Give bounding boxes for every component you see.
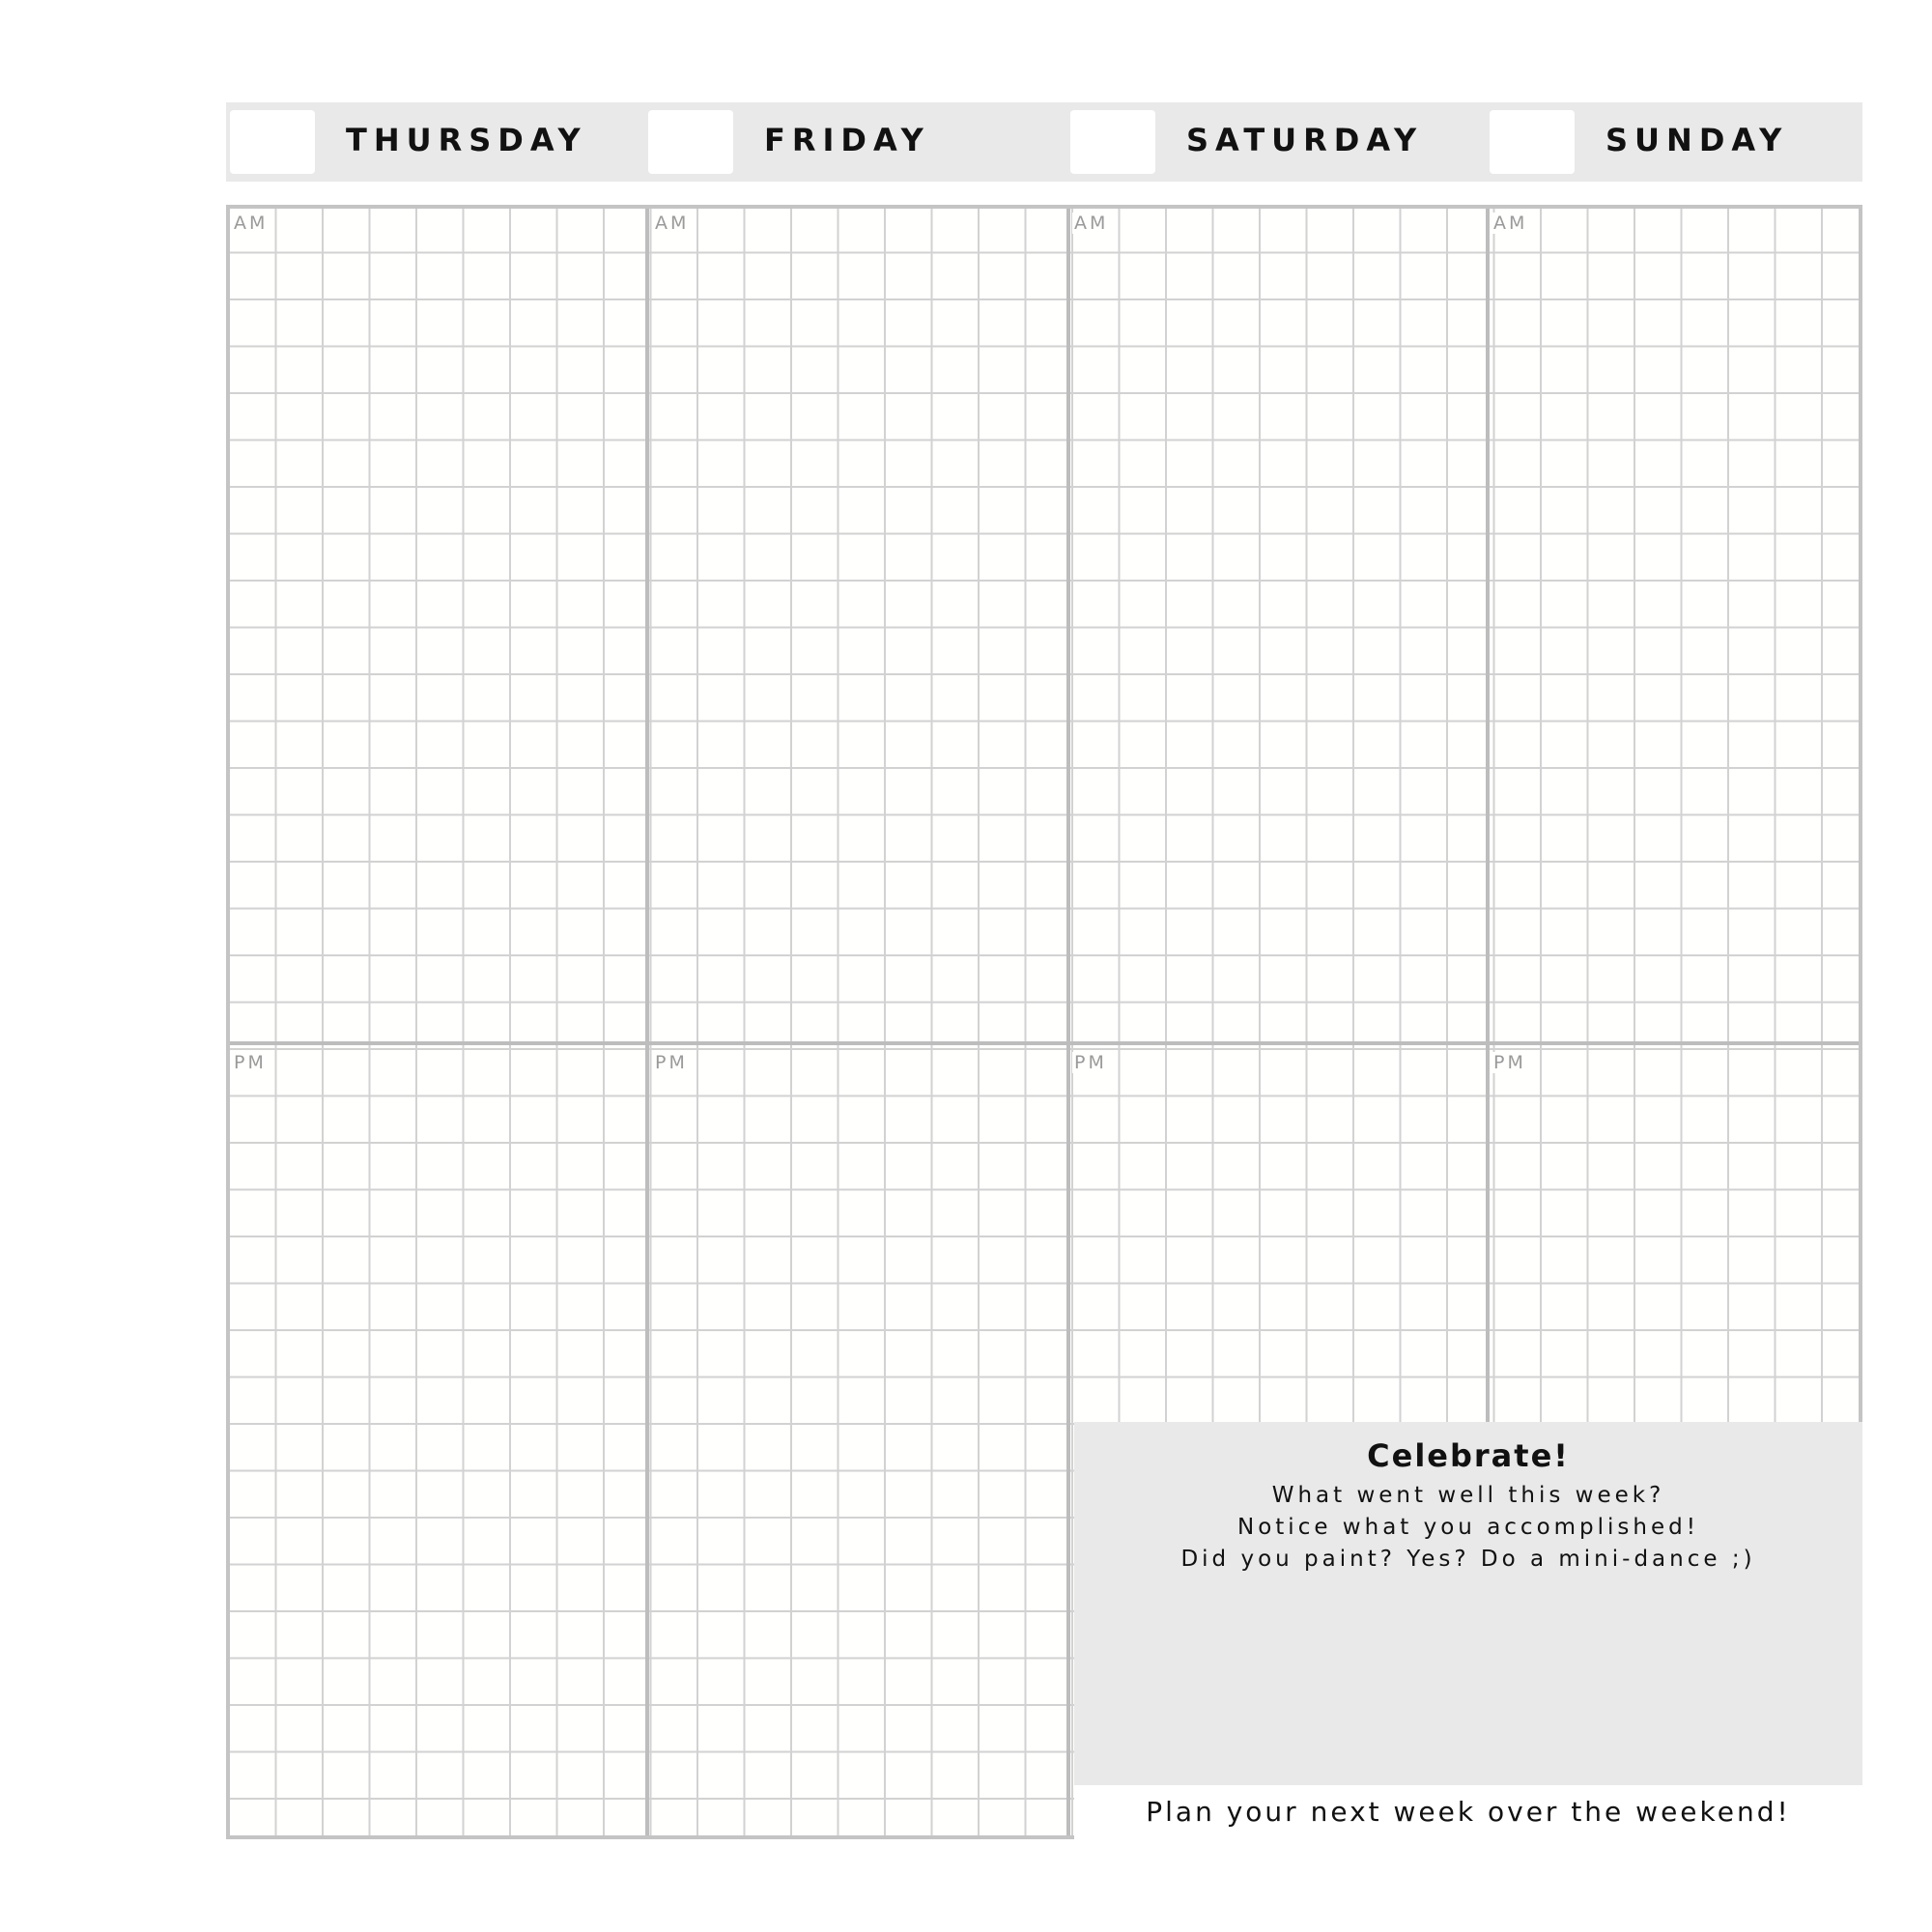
footer-note: Plan your next week over the weekend!	[1074, 1785, 1862, 1839]
am-pm-divider	[226, 1041, 1862, 1045]
day-header-bar	[226, 102, 1862, 182]
day-label-sunday: SUNDAY	[1605, 122, 1789, 158]
column-divider	[645, 205, 649, 1839]
pm-label-saturday: PM	[1074, 1052, 1107, 1073]
pm-label-sunday: PM	[1493, 1052, 1526, 1073]
date-box-friday[interactable]	[648, 110, 733, 174]
day-label-thursday: THURSDAY	[346, 122, 587, 158]
am-label-saturday: AM	[1074, 213, 1109, 234]
date-box-sunday[interactable]	[1490, 110, 1575, 174]
celebrate-title: Celebrate!	[1367, 1437, 1570, 1474]
am-label-sunday: AM	[1493, 213, 1528, 234]
am-label-thursday: AM	[234, 213, 269, 234]
column-divider	[1066, 205, 1070, 1839]
celebrate-prompt: Notice what you accomplished!	[1237, 1515, 1699, 1540]
pm-label-friday: PM	[655, 1052, 688, 1073]
date-box-thursday[interactable]	[230, 110, 315, 174]
celebrate-box	[1074, 1422, 1862, 1785]
celebrate-prompt: Did you paint? Yes? Do a mini-dance ;)	[1180, 1547, 1756, 1572]
pm-label-thursday: PM	[234, 1052, 267, 1073]
celebrate-prompt: What went well this week?	[1271, 1483, 1665, 1508]
day-label-saturday: SATURDAY	[1186, 122, 1424, 158]
date-box-saturday[interactable]	[1070, 110, 1155, 174]
day-label-friday: FRIDAY	[764, 122, 930, 158]
am-label-friday: AM	[655, 213, 690, 234]
